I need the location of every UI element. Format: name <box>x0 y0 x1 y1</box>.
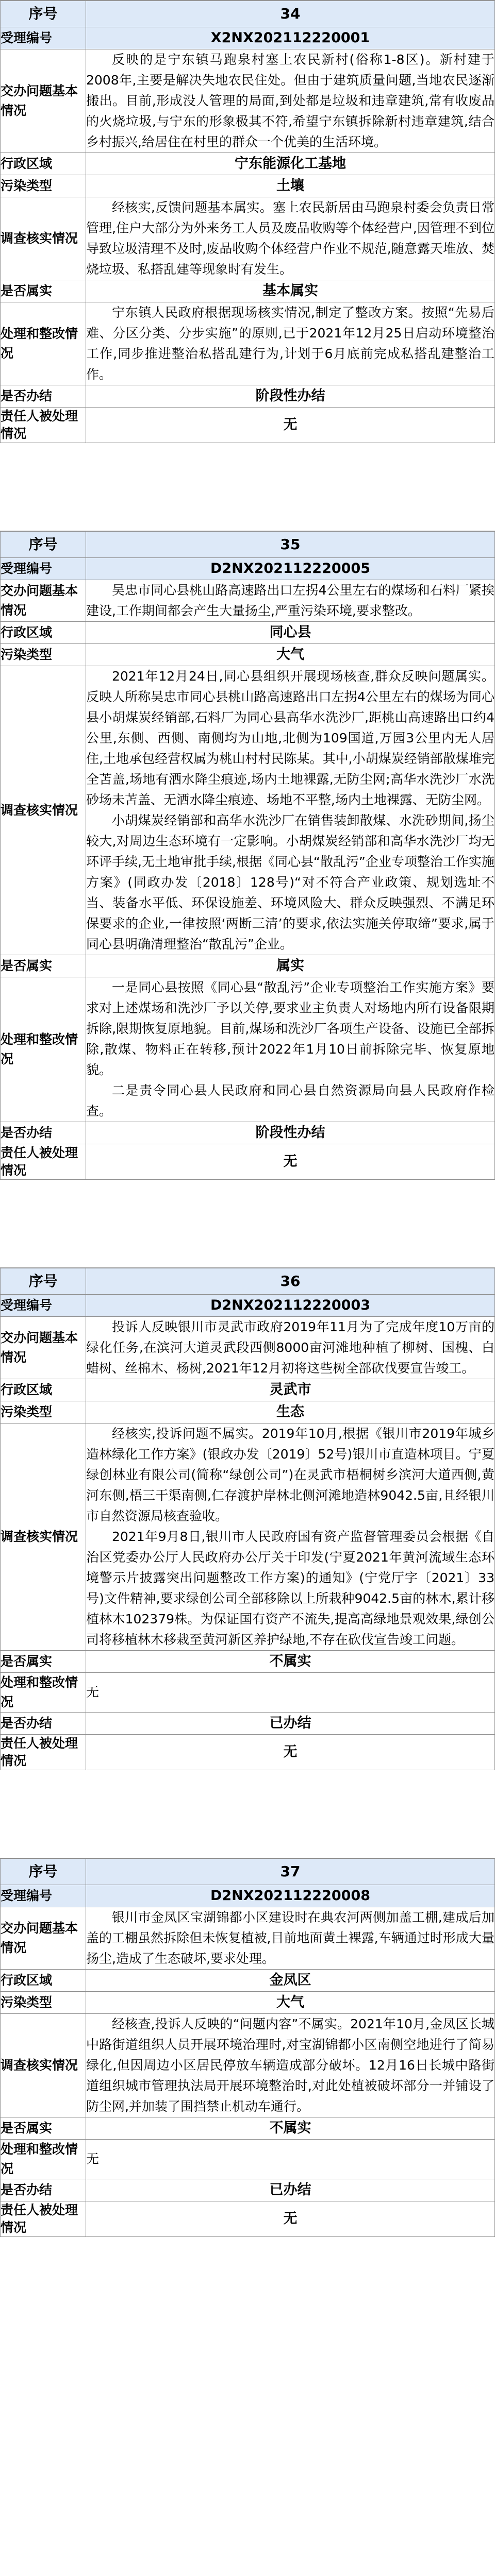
accept-no-value: D2NX202112220008 <box>86 1885 495 1907</box>
case-block-36 <box>0 1267 495 1770</box>
is-true-label: 是否属实 <box>1 280 86 302</box>
row-closed <box>1 2179 495 2201</box>
problem-text: 反映的是宁东镇马跑泉村塞上农民新村(俗称1-8区)。新村建于2008年,主要是解决失地农民住处。但由于建筑质量问题,当地农民逐渐搬出。目前,形成没人管理的局面,到处都是垃圾和违章建筑,常有收废品的火烧垃圾,与宁东的形象极其不符,希望宁东镇拆除新村违章建筑,结合乡村振兴,给居住在村里的群众一个优美的生活环境。 <box>86 52 494 149</box>
seq-label: 序号 <box>1 1 86 27</box>
row-handling <box>1 977 495 1122</box>
closed-value: 已办结 <box>86 1713 495 1735</box>
seq-label: 序号 <box>1 1268 86 1295</box>
row-pollution <box>1 1401 495 1423</box>
investigation-label: 调查核实情况 <box>1 2014 86 2117</box>
is-true-value: 不属实 <box>86 1651 495 1673</box>
row-accept-no <box>1 1885 495 1907</box>
region-value: 同心县 <box>86 622 495 644</box>
handling-label: 处理和整改情况 <box>1 302 86 385</box>
row-problem <box>1 1907 495 1970</box>
problem-text: 投诉人反映银川市灵武市政府2019年11月为了完成年度10万亩的绿化任务,在滨河大道灵武段西侧8000亩河滩地种植了柳树、国槐、白蜡树、丝棉木、杨树,2021年12月初将这些树全部砍伐要宣告竣工。 <box>86 1319 494 1376</box>
handling-text: 无 <box>86 1673 495 1713</box>
case-table <box>0 531 495 1180</box>
region-value: 灵武市 <box>86 1379 495 1401</box>
row-accept-no <box>1 1295 495 1317</box>
problem-label: 交办问题基本情况 <box>1 49 86 153</box>
pollution-value: 大气 <box>86 1992 495 2014</box>
row-pollution <box>1 1992 495 2014</box>
problem-text: 吴忠市同心县桃山路高速路出口左拐4公里左右的煤场和石料厂紧挨建设,工作期间都会产生大量扬尘,严重污染环境,要求整改。 <box>86 583 494 618</box>
seq-value: 35 <box>86 532 495 558</box>
closed-value: 阶段性办结 <box>86 385 495 408</box>
is-true-value: 属实 <box>86 955 495 977</box>
handling-text: 宁东镇人民政府根据现场核实情况,制定了整改方案。按照“先易后难、分区分类、分步实施”的原则,已于2021年12月25日启动环境整治工作,同步推进整治私搭乱建行为,计划于6月底前完成私搭乱建整治工作。 <box>86 305 494 382</box>
handling-text <box>86 977 495 1122</box>
investigation-text <box>86 666 495 955</box>
case-table <box>0 1858 495 2237</box>
row-accountable <box>1 2201 495 2237</box>
handling-label: 处理和整改情况 <box>1 2140 86 2179</box>
is-true-value: 不属实 <box>86 2117 495 2140</box>
accept-no-label: 受理编号 <box>1 558 86 580</box>
paragraph: 一是同心县按照《同心县“散乱污”企业专项整治工作实施方案》要求对上述煤场和洗沙厂予以关停,要求业主负责人对场地内所有设备限期拆除,限期恢复原地貌。目前,煤场和洗沙厂各项生产设备、设施已全部拆除,散煤、物料正在转移,预计2022年1月10日前拆除完毕、恢复原地貌。 <box>86 980 494 1077</box>
pollution-label: 污染类型 <box>1 1401 86 1423</box>
pollution-label: 污染类型 <box>1 1992 86 2014</box>
handling-text: 无 <box>86 2140 495 2179</box>
investigation-text: 经核实,反馈问题基本属实。塞上农民新居由马跑泉村委会负责日常管理,住户大部分为外来务工人员及废品收购等个体经营户,因管理不到位导致垃圾清理不及时,废品收购个体经营户作业不规范,随意露天堆放、焚烧垃圾、私搭乱建等现象时有发生。 <box>86 200 494 277</box>
row-investigation <box>1 666 495 955</box>
investigation-text: 经核查,投诉人反映的“问题内容”不属实。2021年10月,金凤区长城中路街道组织人员开展环境治理时,对宝湖锦都小区南侧空地进行了简易绿化,但因周边小区居民停放车辆造成部分破坏。12月16日长城中路街道组织城市管理执法局开展环境整治时,对此处植被破坏部分一并铺设了防尘网,并加装了围挡禁止机动车通行。 <box>86 2016 494 2114</box>
region-label: 行政区域 <box>1 1970 86 1992</box>
is-true-label: 是否属实 <box>1 955 86 977</box>
closed-value: 已办结 <box>86 2179 495 2201</box>
accountable-value: 无 <box>86 1735 495 1770</box>
row-pollution <box>1 644 495 666</box>
seq-value: 34 <box>86 1 495 27</box>
accountable-value: 无 <box>86 408 495 443</box>
row-accountable <box>1 1144 495 1180</box>
row-is-true <box>1 280 495 302</box>
closed-label: 是否办结 <box>1 385 86 408</box>
row-handling <box>1 302 495 385</box>
seq-label: 序号 <box>1 532 86 558</box>
is-true-label: 是否属实 <box>1 2117 86 2140</box>
is-true-label: 是否属实 <box>1 1651 86 1673</box>
region-label: 行政区域 <box>1 153 86 175</box>
pollution-label: 污染类型 <box>1 644 86 666</box>
region-value: 宁东能源化工基地 <box>86 153 495 175</box>
case-block-37 <box>0 1858 495 2237</box>
row-handling <box>1 1673 495 1713</box>
row-handling <box>1 2140 495 2179</box>
handling-label: 处理和整改情况 <box>1 1673 86 1713</box>
case-block-34 <box>0 0 495 443</box>
closed-label: 是否办结 <box>1 1122 86 1144</box>
row-is-true <box>1 1651 495 1673</box>
problem-label: 交办问题基本情况 <box>1 1907 86 1970</box>
row-accept-no <box>1 27 495 49</box>
handling-label: 处理和整改情况 <box>1 977 86 1122</box>
accountable-value: 无 <box>86 1144 495 1180</box>
row-is-true <box>1 2117 495 2140</box>
row-problem <box>1 580 495 622</box>
accept-no-label: 受理编号 <box>1 1295 86 1317</box>
investigation-label: 调查核实情况 <box>1 197 86 280</box>
case-table <box>0 1 495 443</box>
seq-value: 37 <box>86 1859 495 1885</box>
problem-text: 银川市金凤区宝湖锦都小区建设时在典农河两侧加盖工棚,建成后加盖的工棚虽然拆除但未恢复植被,目前地面黄土裸露,车辆通过时形成大量扬尘,造成了生态破坏,要求处理。 <box>86 1910 494 1966</box>
seq-value: 36 <box>86 1268 495 1295</box>
row-pollution <box>1 175 495 197</box>
pollution-value: 生态 <box>86 1401 495 1423</box>
row-region <box>1 1379 495 1401</box>
accountable-label: 责任人被处理情况 <box>1 1144 86 1180</box>
region-label: 行政区域 <box>1 622 86 644</box>
region-value: 金凤区 <box>86 1970 495 1992</box>
problem-label: 交办问题基本情况 <box>1 1317 86 1379</box>
row-closed <box>1 385 495 408</box>
accountable-label: 责任人被处理情况 <box>1 408 86 443</box>
case-spacer <box>0 443 495 531</box>
case-table <box>0 1268 495 1770</box>
paragraph: 二是责令同心县人民政府和同心县自然资源局向县人民政府作检查。 <box>86 1083 494 1118</box>
closed-label: 是否办结 <box>1 2179 86 2201</box>
row-seq <box>1 1268 495 1295</box>
paragraph: 经核实,投诉问题不属实。2019年10月,根据《银川市2019年城乡造林绿化工作方案》(银政办发〔2019〕52号)银川市直造林项目。宁夏绿创林业有限公司(简称“绿创公司”)在灵武市梧桐树乡滨河大道西侧,黄河东侧,梧三干渠南侧,仁存渡护岸林北侧河滩地造林9042.5亩,且经银川市自然资源局核查验收。 <box>86 1426 494 1523</box>
paragraph: 2021年12月24日,同心县组织开展现场核查,群众反映问题属实。反映人所称吴忠市同心县桃山路高速路出口左拐4公里左右的煤场为同心县小胡煤炭经销部,石料厂为同心县高华水洗沙厂,距桃山高速路出口约4公里,东侧、西侧、南侧均为山地,北侧为109国道,万园3公里内无人居住,土地承包经营权属为桃山村村民陈某。其中,小胡煤炭经销部散煤堆完全苫盖,场地有洒水降尘痕迹,场内土地裸露,无防尘网;高华水洗沙厂水洗砂场未苫盖、无洒水降尘痕迹、场地不平整,场内土地裸露、无防尘网。 <box>86 669 494 807</box>
accept-no-label: 受理编号 <box>1 27 86 49</box>
region-label: 行政区域 <box>1 1379 86 1401</box>
case-block-35 <box>0 531 495 1180</box>
pollution-value: 土壤 <box>86 175 495 197</box>
row-region <box>1 153 495 175</box>
accept-no-value: D2NX202112220005 <box>86 558 495 580</box>
row-accountable <box>1 1735 495 1770</box>
row-accept-no <box>1 558 495 580</box>
row-is-true <box>1 955 495 977</box>
row-problem <box>1 49 495 153</box>
accountable-label: 责任人被处理情况 <box>1 2201 86 2237</box>
row-region <box>1 622 495 644</box>
row-closed <box>1 1122 495 1144</box>
accountable-value: 无 <box>86 2201 495 2237</box>
case-spacer <box>0 1180 495 1267</box>
paragraph: 2021年9月8日,银川市人民政府国有资产监督管理委员会根据《自治区党委办公厅人民政府办公厅关于印发(宁夏2021年黄河流域生态环境警示片披露突出问题整改工作方案)的通知》(宁党厅字〔2021〕33号)文件精神,要求绿创公司全部移除以上所栽种9042.5亩的林木,累计移植林木102379株。为保证国有资产不流失,提高高绿地景观效果,绿创公司将移植林木移栽至黄河新区养护绿地,不存在砍伐宣告竣工问题。 <box>86 1529 495 1647</box>
row-seq <box>1 532 495 558</box>
problem-label: 交办问题基本情况 <box>1 580 86 622</box>
closed-label: 是否办结 <box>1 1713 86 1735</box>
accountable-label: 责任人被处理情况 <box>1 1735 86 1770</box>
investigation-text <box>86 1423 495 1651</box>
case-spacer <box>0 1770 495 1858</box>
row-seq <box>1 1 495 27</box>
row-closed <box>1 1713 495 1735</box>
paragraph: 小胡煤炭经销部和高华水洗沙厂在销售装卸散煤、水洗砂期间,扬尘较大,对周边生态环境有一定影响。小胡煤炭经销部和高华水洗沙厂均无环评手续,无土地审批手续,根据《同心县“散乱污”企业专项整治工作实施方案》(同政办发〔2018〕128号)“对不符合产业政策、规划选址不当、装备水平低、环保设施差、环境风险大、群众反映强烈、不满足环保要求的企业,一律按照‘两断三清’的要求,依法实施关停取缔”要求,属于同心县明确清理整治“散乱污”企业。 <box>86 813 494 952</box>
seq-label: 序号 <box>1 1859 86 1885</box>
accept-no-value: D2NX202112220003 <box>86 1295 495 1317</box>
row-investigation <box>1 1423 495 1651</box>
row-accountable <box>1 408 495 443</box>
row-problem <box>1 1317 495 1379</box>
closed-value: 阶段性办结 <box>86 1122 495 1144</box>
pollution-value: 大气 <box>86 644 495 666</box>
investigation-label: 调查核实情况 <box>1 1423 86 1651</box>
investigation-label: 调查核实情况 <box>1 666 86 955</box>
pollution-label: 污染类型 <box>1 175 86 197</box>
row-investigation <box>1 2014 495 2117</box>
accept-no-label: 受理编号 <box>1 1885 86 1907</box>
is-true-value: 基本属实 <box>86 280 495 302</box>
row-region <box>1 1970 495 1992</box>
row-investigation <box>1 197 495 280</box>
row-seq <box>1 1859 495 1885</box>
accept-no-value: X2NX202112220001 <box>86 27 495 49</box>
